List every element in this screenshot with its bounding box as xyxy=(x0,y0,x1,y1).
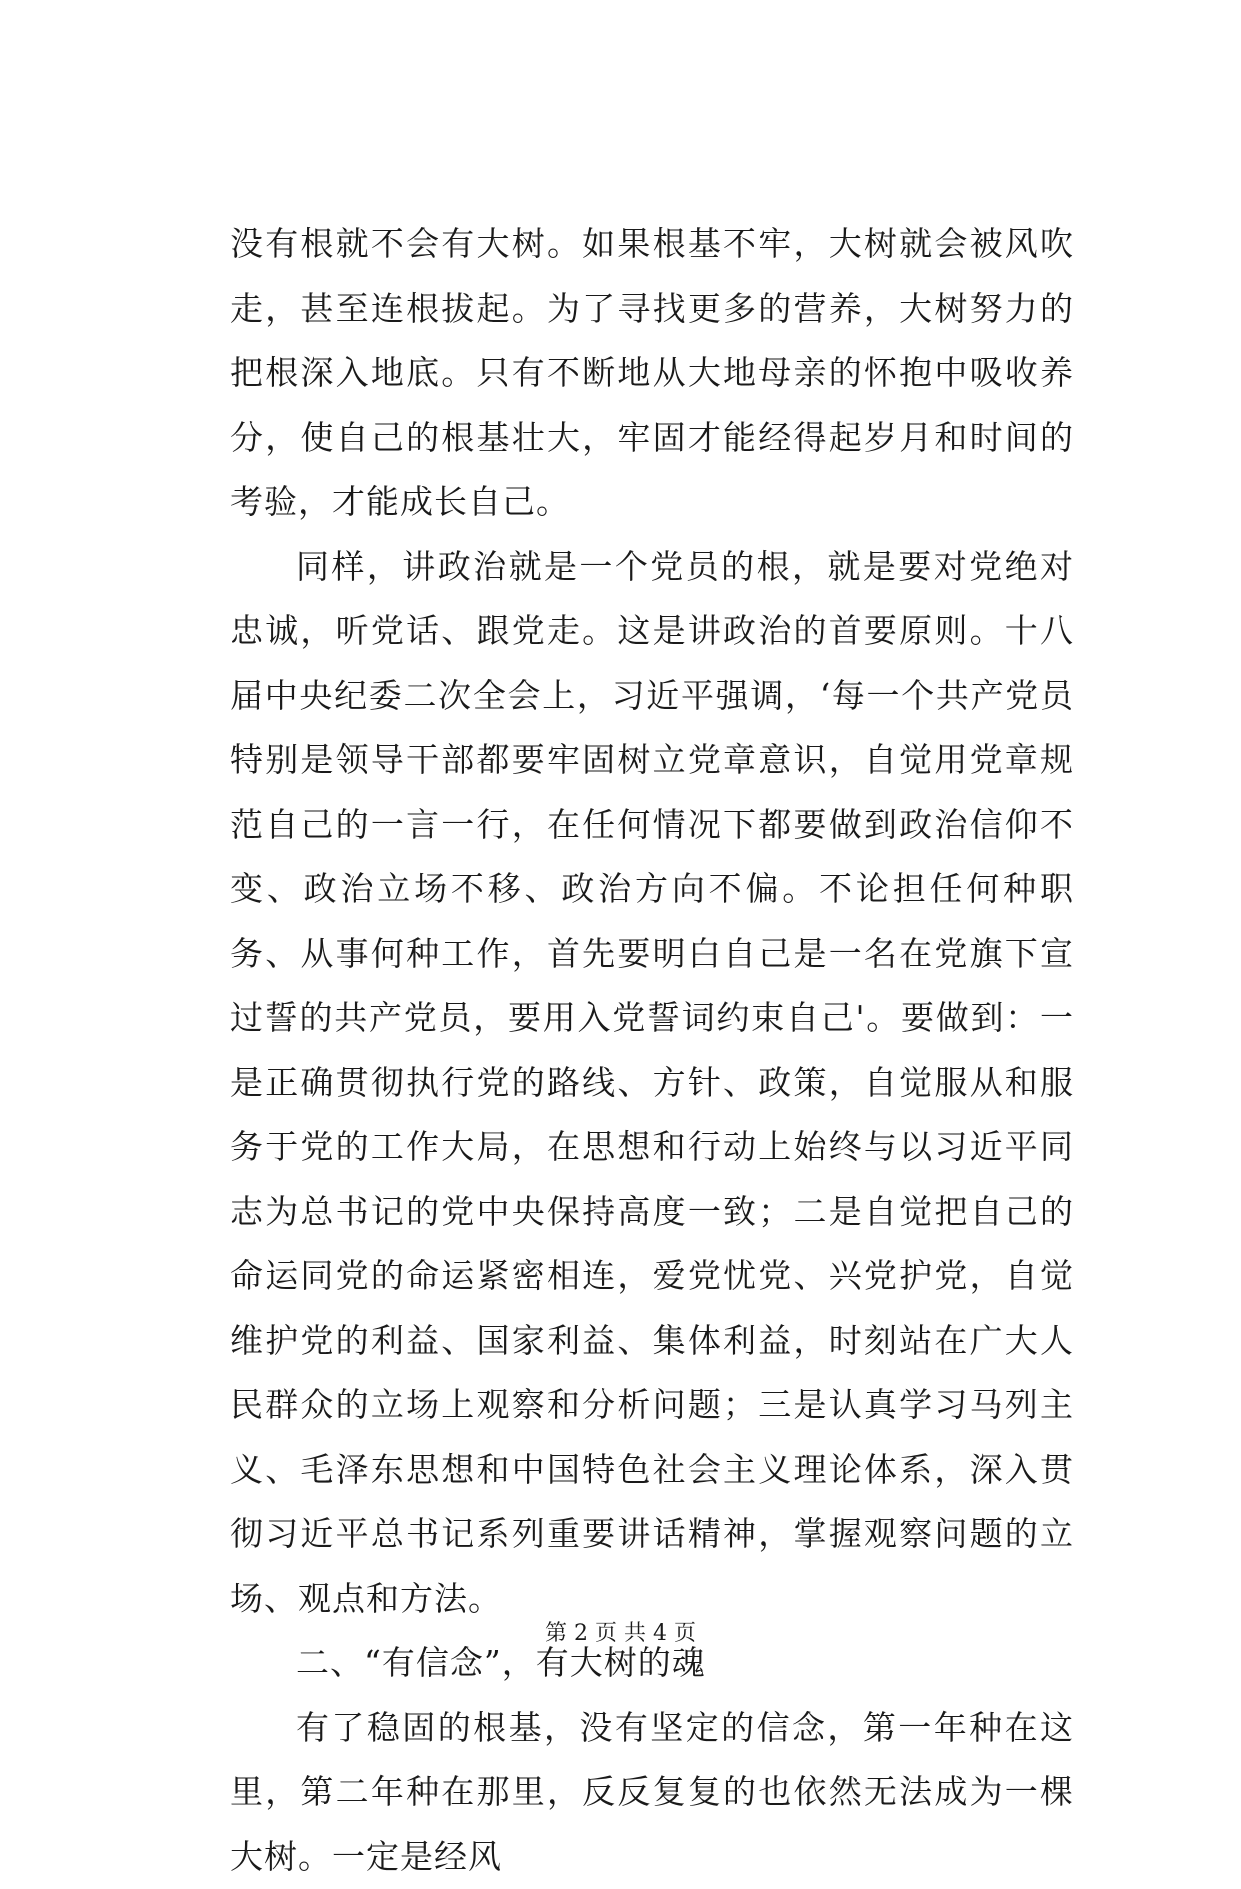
page-number-footer: 第 2 页 共 4 页 xyxy=(0,1616,1241,1647)
paragraph-roots: 没有根就不会有大树。如果根基不牢，大树就会被风吹走，甚至连根拔起。为了寻找更多的营养，大树努力的把根深入地底。只有不断地从大地母亲的怀抱中吸收养分，使自己的根基壮大，牢固才能经得起岁月和时间的考验，才能成长自己。 xyxy=(230,212,1074,535)
section-heading-belief: 二、“有信念”，有大树的魂 xyxy=(230,1631,1074,1696)
paragraph-politics: 同样，讲政治就是一个党员的根，就是要对党绝对忠诚，听党话、跟党走。这是讲政治的首要原则。十八届中央纪委二次全会上，习近平强调，‘每一个共产党员特别是领导干部都要牢固树立党章意识，自觉用党章规范自己的一言一行，在任何情况下都要做到政治信仰不变、政治立场不移、政治方向不偏。不论担任何种职务、从事何种工作，首先要明白自己是一名在党旗下宣过誓的共产党员，要用入党誓词约束自己'。要做到：一是正确贯彻执行党的路线、方针、政策，自觉服从和服务于党的工作大局，在思想和行动上始终与以习近平同志为总书记的党中央保持高度一致；二是自觉把自己的命运同党的命运紧密相连，爱党忧党、兴党护党，自觉维护党的利益、国家利益、集体利益，时刻站在广大人民群众的立场上观察和分析问题；三是认真学习马列主义、毛泽东思想和中国特色社会主义理论体系，深入贯彻习近平总书记系列重要讲话精神，掌握观察问题的立场、观点和方法。 xyxy=(230,535,1074,1632)
paragraph-belief: 有了稳固的根基，没有坚定的信念，第一年种在这里，第二年种在那里，反反复复的也依然无法成为一棵大树。一定是经风 xyxy=(230,1696,1074,1889)
